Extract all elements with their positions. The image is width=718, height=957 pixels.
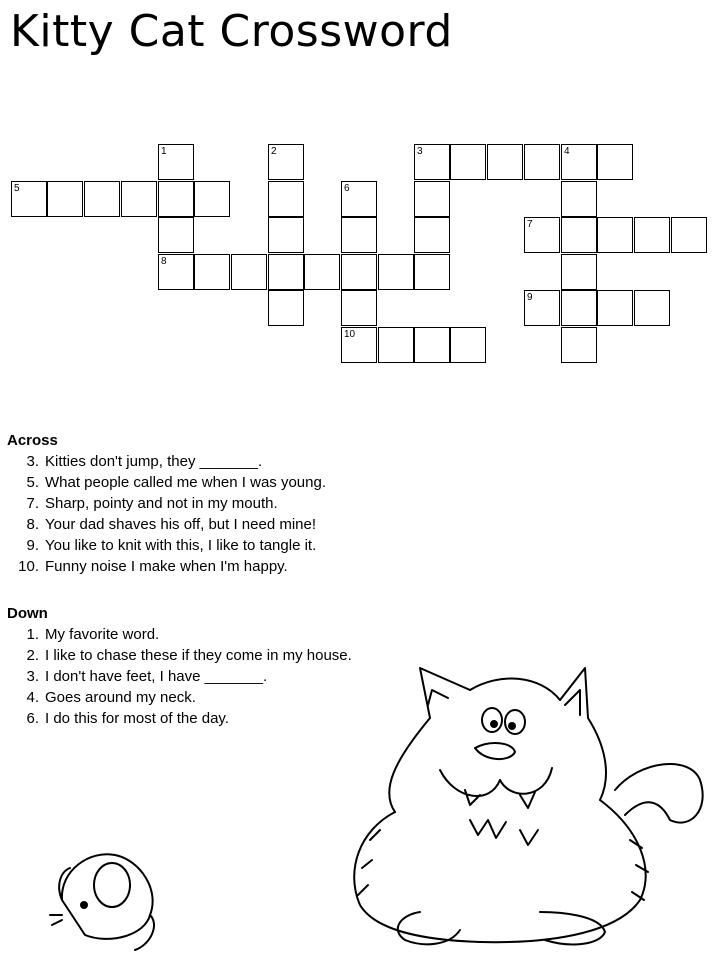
clue-number: 7 [527, 219, 533, 230]
down-heading: Down [7, 605, 48, 622]
crossword-cell[interactable] [341, 217, 377, 253]
crossword-cell[interactable] [341, 254, 377, 290]
crossword-cell[interactable] [121, 181, 157, 217]
clue-number: 6 [344, 183, 350, 194]
clue-number: 1. [26, 626, 39, 643]
crossword-cell[interactable] [414, 327, 450, 363]
crossword-cell[interactable] [634, 217, 670, 253]
crossword-cell-3[interactable] [414, 144, 450, 180]
crossword-cell-9[interactable] [524, 290, 560, 326]
crossword-cell[interactable] [414, 217, 450, 253]
crossword-cell[interactable] [561, 181, 597, 217]
crossword-cell-5[interactable] [11, 181, 47, 217]
clue-number: 9 [527, 292, 533, 303]
crossword-cell[interactable] [268, 290, 304, 326]
crossword-cell[interactable] [597, 290, 633, 326]
across-clue [7, 535, 326, 556]
crossword-cell[interactable] [487, 144, 523, 180]
crossword-cell-8[interactable] [158, 254, 194, 290]
crossword-cell[interactable] [634, 290, 670, 326]
clue-number: 10 [344, 329, 356, 340]
crossword-cell[interactable] [158, 217, 194, 253]
cat-illustration [354, 668, 702, 944]
crossword-cell[interactable] [561, 254, 597, 290]
across-clue [7, 451, 326, 472]
crossword-cell[interactable] [671, 217, 707, 253]
clue-number: 8. [26, 516, 39, 533]
clue-number: 7. [26, 495, 39, 512]
crossword-cell-1[interactable] [158, 144, 194, 180]
across-clue [7, 472, 326, 493]
across-clue [7, 556, 326, 577]
clue-text: I do this for most of the day. [45, 710, 229, 727]
clue-number: 6. [26, 710, 39, 727]
crossword-cell[interactable] [597, 217, 633, 253]
clue-number: 5. [26, 474, 39, 491]
clue-text: You like to knit with this, I like to tangle it. [45, 537, 317, 554]
crossword-cell[interactable] [158, 181, 194, 217]
crossword-cell[interactable] [194, 181, 230, 217]
crossword-cell[interactable] [597, 144, 633, 180]
clue-text: Goes around my neck. [45, 689, 196, 706]
clue-number: 2. [26, 647, 39, 664]
crossword-cell[interactable] [268, 181, 304, 217]
crossword-cell[interactable] [341, 290, 377, 326]
clue-number: 4 [564, 146, 570, 157]
clue-number: 1 [161, 146, 167, 157]
clue-text: Sharp, pointy and not in my mouth. [45, 495, 278, 512]
crossword-cell-7[interactable] [524, 217, 560, 253]
clue-text: Your dad shaves his off, but I need mine! [45, 516, 317, 533]
page-title: Kitty Cat Crossword [10, 6, 453, 57]
clue-text: I don't have feet, I have _______. [45, 668, 268, 685]
across-clues [7, 430, 326, 577]
clue-text: Kitties don't jump, they _______. [45, 453, 263, 470]
clue-text: Funny noise I make when I'm happy. [45, 558, 288, 575]
crossword-grid [0, 0, 718, 400]
across-clue [7, 493, 326, 514]
crossword-cell-2[interactable] [268, 144, 304, 180]
clue-text: What people called me when I was young. [45, 474, 326, 491]
across-heading: Across [7, 432, 58, 449]
crossword-cell-4[interactable] [561, 144, 597, 180]
crossword-cell[interactable] [414, 181, 450, 217]
crossword-cell[interactable] [194, 254, 230, 290]
crossword-cell[interactable] [47, 181, 83, 217]
clue-number: 5 [14, 183, 20, 194]
crossword-cell[interactable] [268, 217, 304, 253]
mouse-illustration [50, 854, 154, 950]
crossword-cell[interactable] [378, 254, 414, 290]
clue-number: 10. [18, 558, 39, 575]
clue-number: 2 [271, 146, 277, 157]
crossword-cell[interactable] [450, 327, 486, 363]
clue-number: 4. [26, 689, 39, 706]
clue-number: 3. [26, 453, 39, 470]
crossword-cell[interactable] [378, 327, 414, 363]
illustrations [0, 640, 718, 957]
crossword-cell[interactable] [231, 254, 267, 290]
crossword-cell[interactable] [561, 327, 597, 363]
crossword-cell[interactable] [561, 290, 597, 326]
crossword-cell[interactable] [414, 254, 450, 290]
crossword-cell[interactable] [304, 254, 340, 290]
crossword-cell-10[interactable] [341, 327, 377, 363]
across-clue [7, 514, 326, 535]
clue-number: 9. [26, 537, 39, 554]
crossword-cell-6[interactable] [341, 181, 377, 217]
crossword-cell[interactable] [84, 181, 120, 217]
crossword-cell[interactable] [450, 144, 486, 180]
clue-number: 3 [417, 146, 423, 157]
crossword-cell[interactable] [524, 144, 560, 180]
clue-number: 8 [161, 256, 167, 267]
crossword-cell[interactable] [268, 254, 304, 290]
clue-number: 3. [26, 668, 39, 685]
clue-text: I like to chase these if they come in my house. [45, 647, 352, 664]
crossword-cell[interactable] [561, 217, 597, 253]
clue-text: My favorite word. [45, 626, 160, 643]
